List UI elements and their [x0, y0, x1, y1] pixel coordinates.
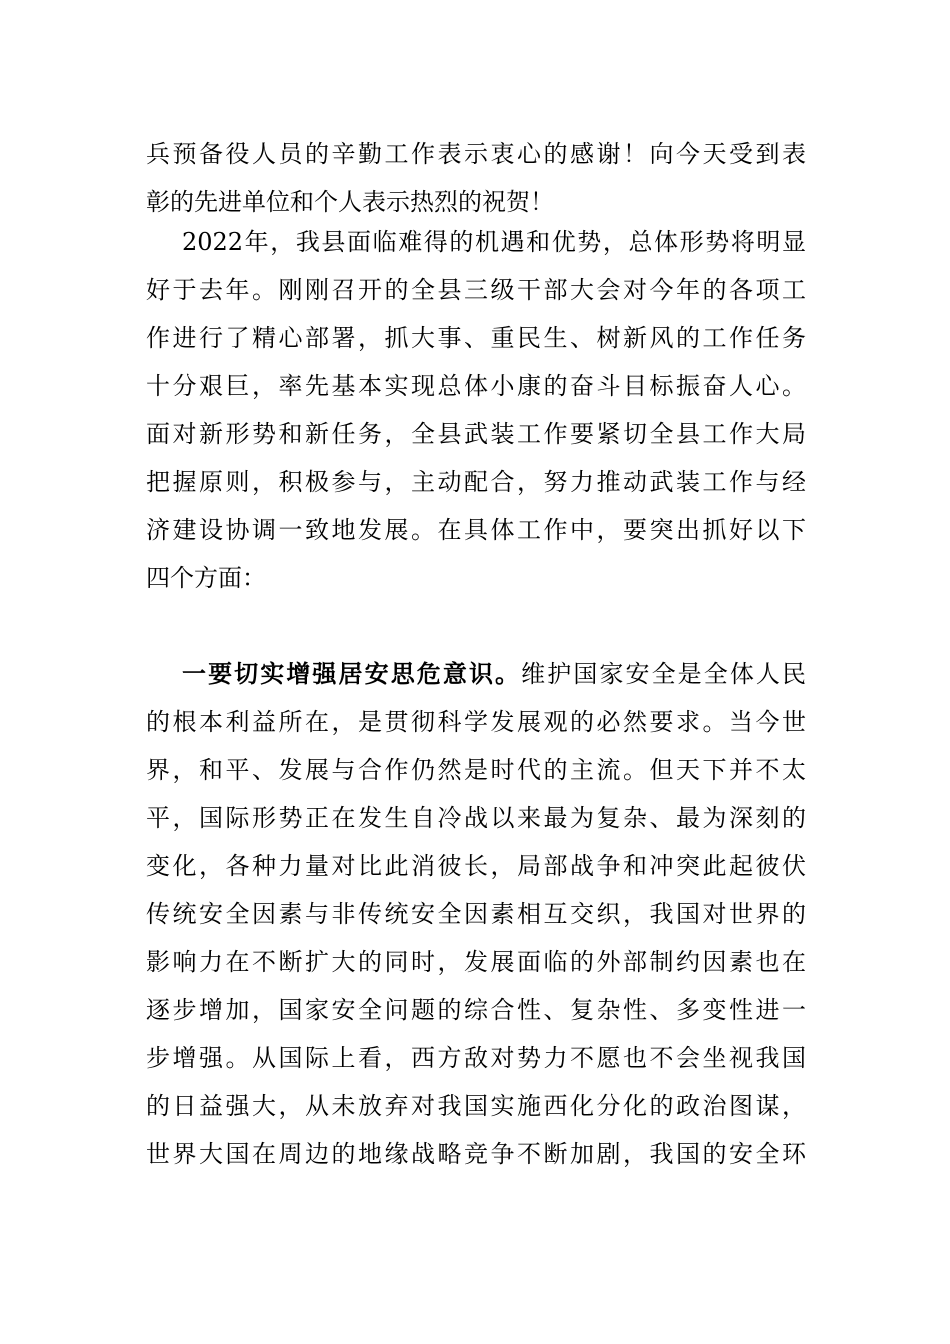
text-line: 传统安全因素与非传统安全因素相互交织，我国对世界的	[146, 900, 806, 928]
text-line: 面对新形势和新任务，全县武装工作要紧切全县工作大局	[146, 420, 806, 448]
text-line: 十分艰巨，率先基本实现总体小康的奋斗目标振奋人心。	[146, 372, 806, 400]
text-line: 兵预备役人员的辛勤工作表示衷心的感谢！向今天受到表	[146, 140, 806, 168]
paragraph-thanks	[146, 130, 806, 226]
text-line: 四个方面：	[146, 564, 266, 592]
text-line: 界，和平、发展与合作仍然是时代的主流。但天下并不太	[146, 756, 806, 784]
text-line: 把握原则，积极参与，主动配合，努力推动武装工作与经	[146, 468, 806, 496]
text-line: 步增强。从国际上看，西方敌对势力不愿也不会坐视我国	[146, 1044, 806, 1072]
text-line: 变化，各种力量对比此消彼长，局部战争和冲突此起彼伏	[146, 852, 806, 880]
text-line: 的根本利益所在，是贯彻科学发展观的必然要求。当今世	[146, 708, 806, 736]
text-line: 2022年，我县面临难得的机遇和优势，总体形势将明显	[182, 228, 806, 256]
text-line: 济建设协调一致地发展。在具体工作中，要突出抓好以下	[146, 516, 806, 544]
text-line: 好于去年。刚刚召开的全县三级干部大会对今年的各项工	[146, 276, 806, 304]
text-span: 维护国家安全是全体人民	[521, 660, 807, 688]
text-line	[146, 650, 806, 698]
text-line: 世界大国在周边的地缘战略竞争不断加剧，我国的安全环	[146, 1140, 806, 1168]
section-heading: 一要切实增强居安思危意识。	[182, 660, 522, 688]
text-line: 平，国际形势正在发生自冷战以来最为复杂、最为深刻的	[146, 804, 806, 832]
text-line: 的日益强大，从未放弃对我国实施西化分化的政治图谋，	[146, 1092, 806, 1120]
paragraph-security-awareness	[146, 650, 806, 1178]
text-line: 作进行了精心部署，抓大事、重民生、树新风的工作任务	[146, 324, 806, 352]
text-line: 影响力在不断扩大的同时，发展面临的外部制约因素也在	[146, 948, 806, 976]
paragraph-situation	[146, 218, 806, 602]
text-line: 彰的先进单位和个人表示热烈的祝贺！	[146, 188, 554, 216]
text-line: 逐步增加，国家安全问题的综合性、复杂性、多变性进一	[146, 996, 806, 1024]
